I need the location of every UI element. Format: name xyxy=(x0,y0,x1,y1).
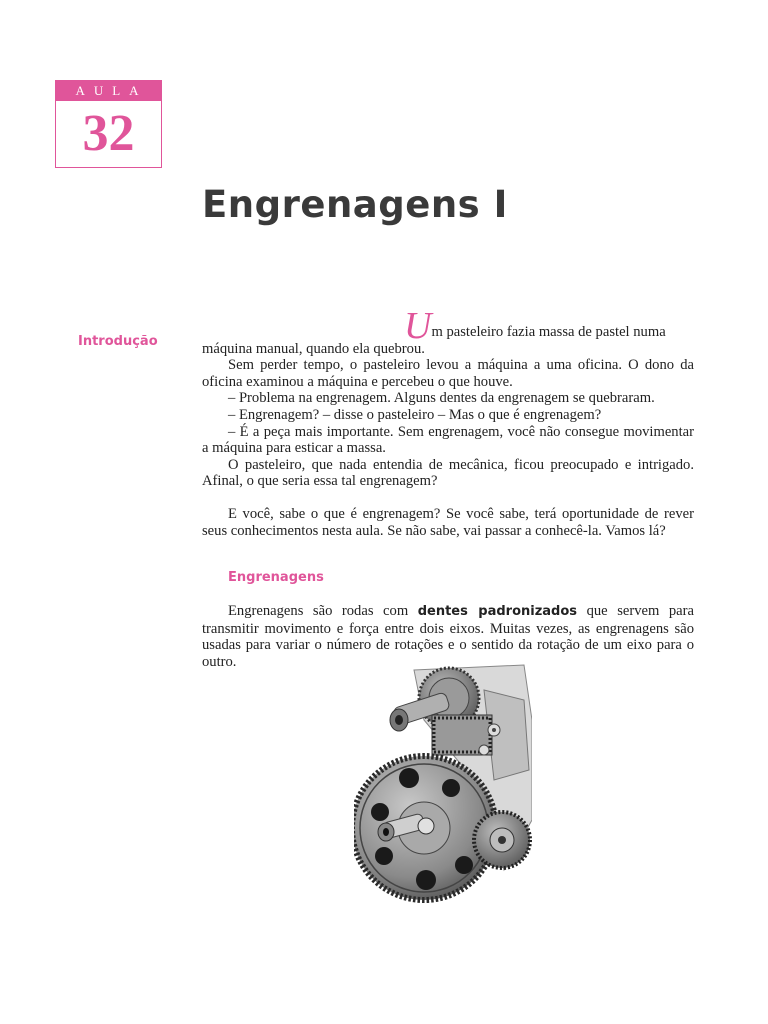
page-title: Engrenagens I xyxy=(202,183,508,226)
lesson-number: 32 xyxy=(82,105,135,162)
intro-first-line-text: m pasteleiro fazia massa de pastel numa xyxy=(431,324,666,340)
intro-paragraph: – É a peça mais importante. Sem engrenagem, você não consegue movimentar a máquina para esticar a massa. xyxy=(202,423,694,457)
spacer xyxy=(202,490,694,506)
intro-body xyxy=(202,305,694,539)
intro-paragraph: – Problema na engrenagem. Alguns dentes da engrenagem se quebraram. xyxy=(228,390,655,407)
gears-photo-icon xyxy=(354,660,532,910)
intro-heading: Introdução xyxy=(78,334,158,349)
intro-paragraph: – Engrenagem? – disse o pasteleiro – Mas o que é engrenagem? xyxy=(228,406,602,423)
section-bold-term: dentes padronizados xyxy=(417,604,578,619)
intro-question: E você, sabe o que é engrenagem? Se você sabe, terá oportunidade de rever seus conhecimentos nesta aula. Se não sabe, vai passar a conhecê-la. Vamos lá? xyxy=(202,505,694,539)
lesson-label: AULA xyxy=(56,81,161,101)
intro-paragraph: O pasteleiro, que nada entendia de mecânica, ficou preocupado e intrigado. Afinal, o que seria essa tal engrenagem? xyxy=(202,456,694,490)
dropcap: U xyxy=(404,305,432,347)
lesson-box xyxy=(55,80,162,168)
section-text-after: que servem para transmitir movimento e força entre dois eixos. Muitas vezes, as engrenagens são usadas para variar o número de rotações e o sentido da rotação de um eixo para o outro. xyxy=(202,603,694,670)
intro-paragraph: Sem perder tempo, o pasteleiro levou a máquina a uma oficina. O dono da oficina examinou a máquina e percebeu o que houve. xyxy=(202,357,694,390)
intro-first-line xyxy=(202,305,694,347)
section-text-before: Engrenagens são rodas com xyxy=(228,603,418,619)
section-heading: Engrenagens xyxy=(228,570,324,585)
intro-first-line-cont: máquina manual, quando ela quebrou. xyxy=(202,340,425,357)
